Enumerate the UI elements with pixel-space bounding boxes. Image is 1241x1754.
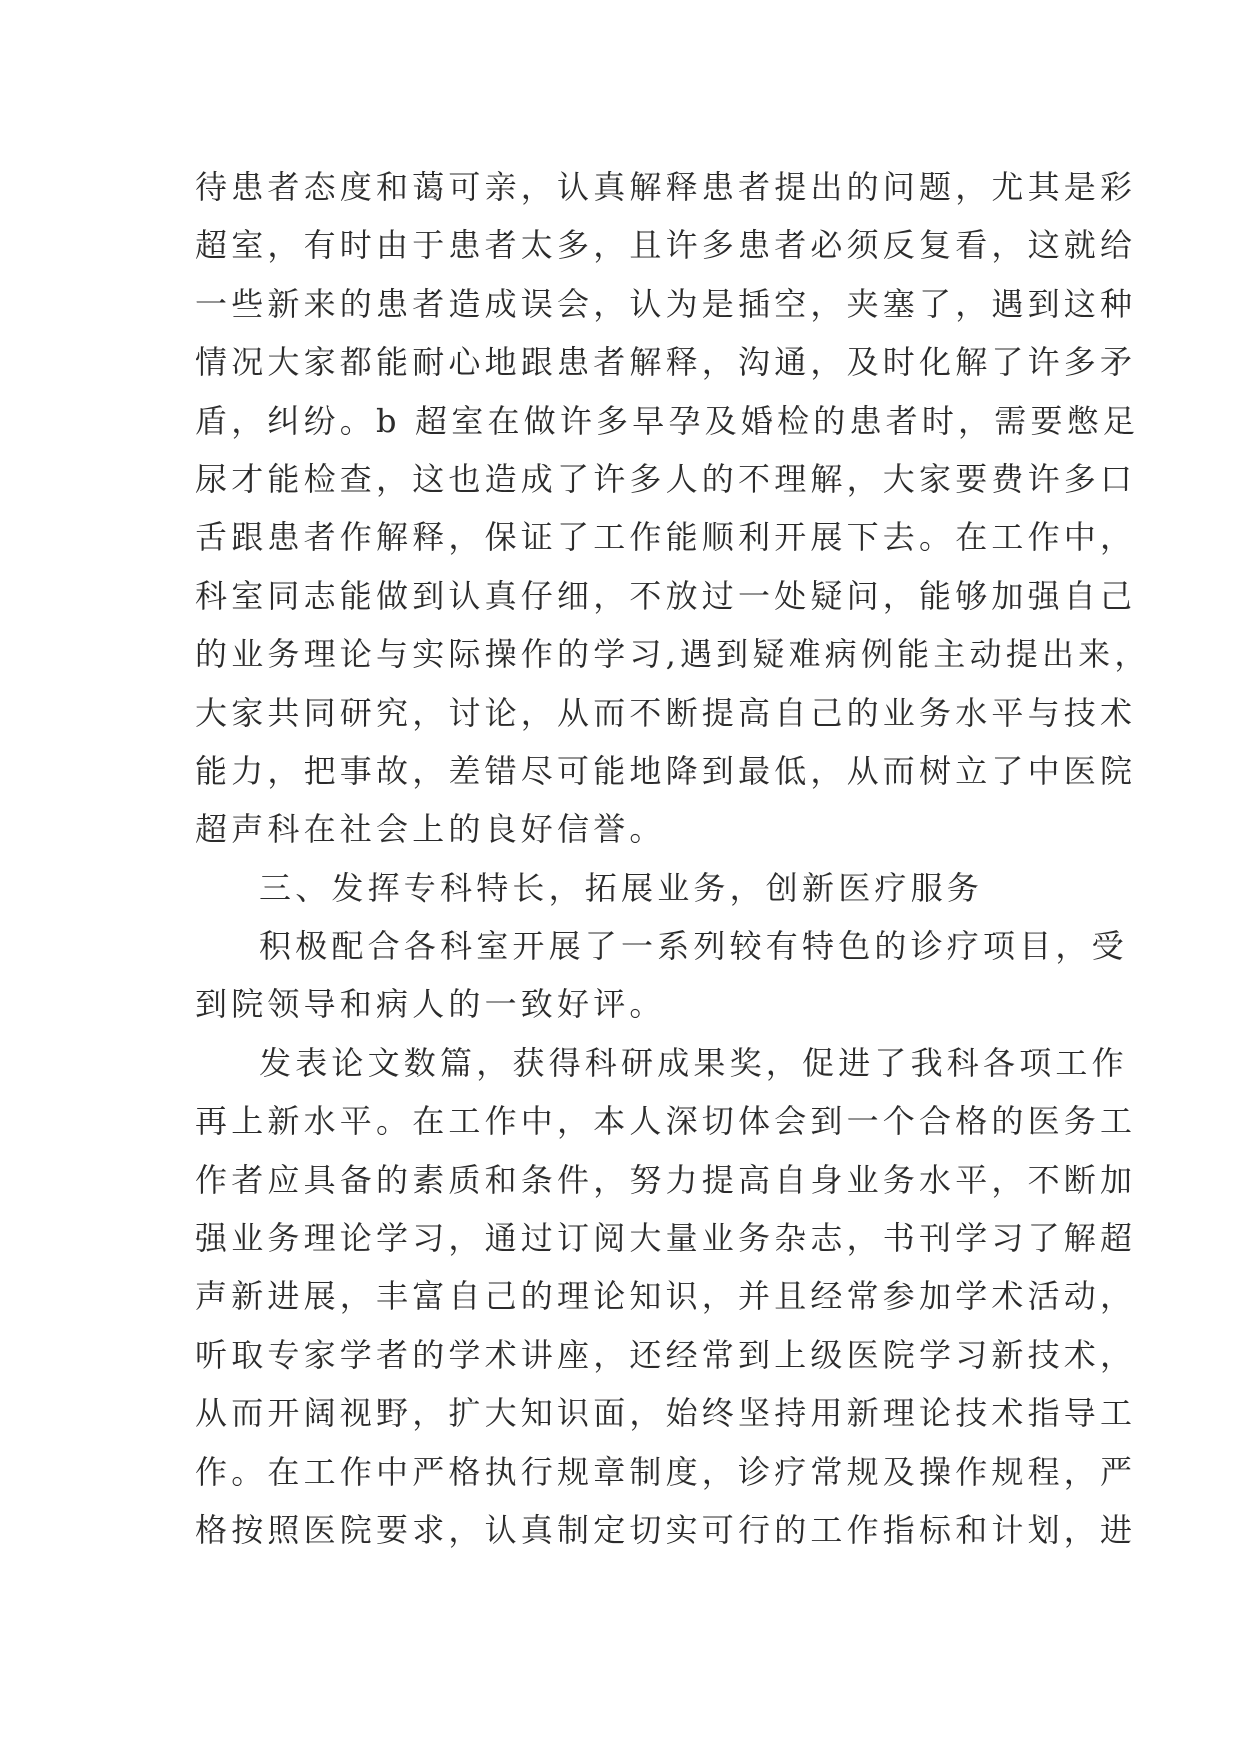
text-line: 科室同志能做到认真仔细，不放过一处疑问，能够加强自己 bbox=[195, 576, 1137, 615]
text-line: 超室，有时由于患者太多，且许多患者必须反复看，这就给 bbox=[195, 226, 1137, 265]
text-line: 发表论文数篇，获得科研成果奖，促进了我科各项工作 bbox=[259, 1043, 1128, 1082]
text-line: 声新进展，丰富自己的理论知识，并且经常参加学术活动， bbox=[195, 1277, 1137, 1316]
text-line: 舌跟患者作解释，保证了工作能顺利开展下去。在工作中， bbox=[195, 518, 1137, 557]
document-body-text bbox=[195, 158, 1151, 1559]
text-line: 格按照医院要求，认真制定切实可行的工作指标和计划，进 bbox=[195, 1510, 1137, 1549]
text-line: 再上新水平。在工作中，本人深切体会到一个合格的医务工 bbox=[195, 1102, 1137, 1141]
text-line: 从而开阔视野，扩大知识面，始终坚持用新理论技术指导工 bbox=[195, 1394, 1137, 1433]
text-line: 一些新来的患者造成误会，认为是插空，夹塞了，遇到这种 bbox=[195, 284, 1137, 323]
text-line: 作。在工作中严格执行规章制度，诊疗常规及操作规程，严 bbox=[195, 1452, 1137, 1491]
text-line: 情况大家都能耐心地跟患者解释，沟通，及时化解了许多矛 bbox=[195, 343, 1137, 382]
text-line: 大家共同研究，讨论，从而不断提高自己的业务水平与技术 bbox=[195, 693, 1137, 732]
text-line: 作者应具备的素质和条件，努力提高自身业务水平，不断加 bbox=[195, 1160, 1137, 1199]
text-line: 的业务理论与实际操作的学习,遇到疑难病例能主动提出来， bbox=[195, 635, 1151, 674]
text-line: 尿才能检查，这也造成了许多人的不理解，大家要费许多口 bbox=[195, 459, 1137, 498]
text-line: 到院领导和病人的一致好评。 bbox=[195, 985, 666, 1024]
text-line: 强业务理论学习，通过订阅大量业务杂志，书刊学习了解超 bbox=[195, 1219, 1137, 1258]
text-line: 听取专家学者的学术讲座，还经常到上级医院学习新技术， bbox=[195, 1335, 1137, 1374]
text-line: 待患者态度和蔼可亲，认真解释患者提出的问题，尤其是彩 bbox=[195, 168, 1137, 206]
text-line: 盾，纠纷。b 超室在做许多早孕及婚检的患者时，需要憋足 bbox=[195, 401, 1140, 440]
section-heading: 三、发挥专科特长，拓展业务，创新医疗服务 bbox=[259, 868, 984, 907]
text-line: 能力，把事故，差错尽可能地降到最低，从而树立了中医院 bbox=[195, 751, 1137, 790]
text-line: 积极配合各科室开展了一系列较有特色的诊疗项目，受 bbox=[259, 927, 1128, 966]
text-line: 超声科在社会上的良好信誉。 bbox=[195, 810, 666, 849]
